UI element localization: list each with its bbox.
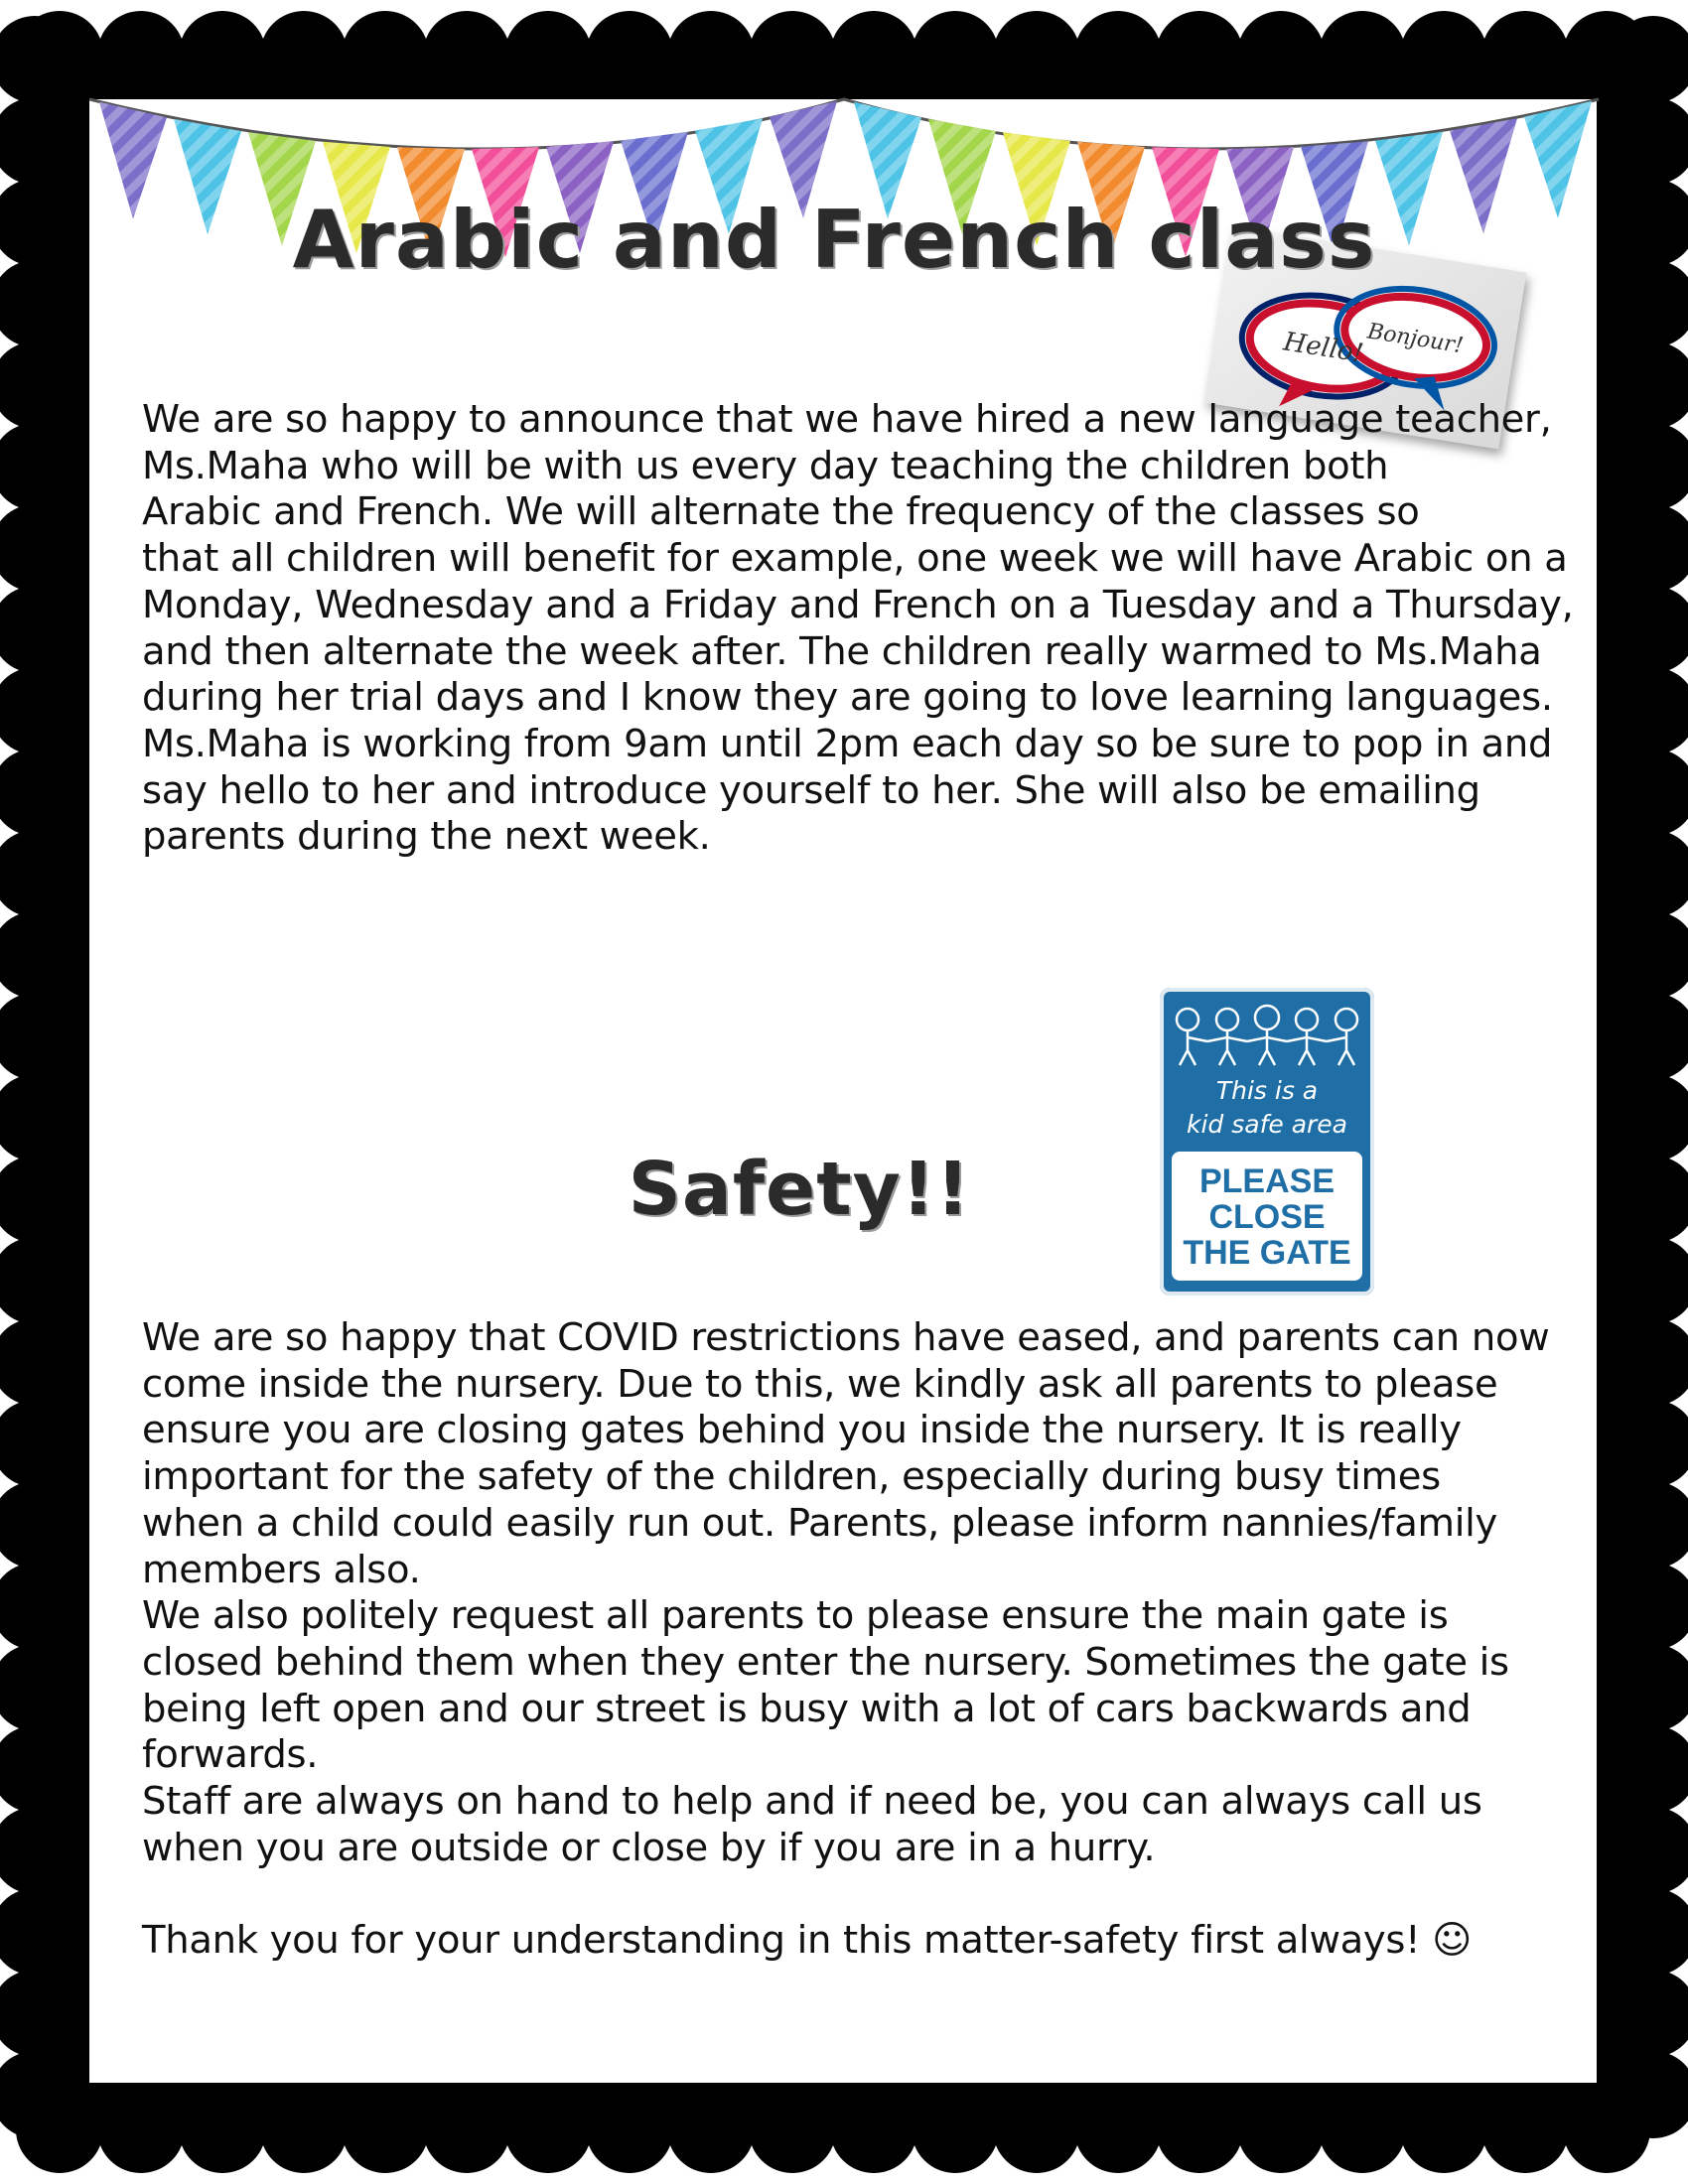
safety-title: Safety!! [628, 1147, 971, 1232]
language-paragraph-line: and then alternate the week after. The children really warmed to Ms.Maha [142, 628, 1542, 674]
language-paragraph-line: Ms.Maha who will be with us every day teaching the children both [142, 443, 1389, 488]
language-paragraph-line: Monday, Wednesday and a Friday and French on a Tuesday and a Thursday, [142, 582, 1574, 627]
children-holding-hands-icon [1160, 996, 1374, 1075]
safety-paragraph-line: closed behind them when they enter the nursery. Sometimes the gate is [142, 1639, 1509, 1685]
safety-paragraph-line: Thank you for your understanding in this matter-safety first always! ☺ [142, 1918, 1473, 1964]
safety-paragraph-line [142, 1871, 1592, 1918]
sign-line-2: kid safe area [1186, 1110, 1347, 1139]
safety-paragraph-line: We also politely request all parents to please ensure the main gate is [142, 1593, 1449, 1639]
bonjour-text: Bonjour! [1365, 319, 1466, 359]
safety-paragraph [142, 1315, 1592, 1965]
sign-line-1: This is a [1215, 1076, 1319, 1105]
language-class-paragraph [142, 397, 1592, 861]
safety-paragraph-line: We are so happy that COVID restrictions have eased, and parents can now [142, 1315, 1550, 1360]
safety-paragraph-line: when a child could easily run out. Parents, please inform nannies/family [142, 1500, 1498, 1546]
sign-line-3: PLEASE [1198, 1162, 1336, 1200]
sign-line-4: CLOSE [1208, 1198, 1326, 1236]
sign-line-5: THE GATE [1183, 1234, 1351, 1272]
language-paragraph-line: during her trial days and I know they are going to love learning languages. [142, 675, 1553, 721]
hello-text: Hello! [1281, 327, 1366, 369]
safety-paragraph-line: come inside the nursery. Due to this, we kindly ask all parents to please [142, 1361, 1498, 1407]
language-class-title: Arabic and French class [292, 194, 1376, 286]
safety-paragraph-line: forwards. [142, 1732, 319, 1778]
language-paragraph-line: that all children will benefit for example, one week we will have Arabic on a [142, 536, 1568, 582]
safety-paragraph-line: being left open and our street is busy with a lot of cars backwards and [142, 1686, 1472, 1731]
safety-paragraph-line: ensure you are closing gates behind you inside the nursery. It is really [142, 1408, 1462, 1453]
language-paragraph-line: parents during the next week. [142, 814, 711, 860]
language-paragraph-line: Arabic and French. We will alternate the frequency of the classes so [142, 489, 1420, 535]
gate-sign-image [1160, 988, 1374, 1296]
language-paragraph-line: Ms.Maha is working from 9am until 2pm each day so be sure to pop in and [142, 721, 1553, 766]
language-paragraph-line: We are so happy to announce that we have hired a new language teacher, [142, 397, 1552, 442]
safety-paragraph-line: members also. [142, 1547, 421, 1592]
safety-paragraph-line: important for the safety of the children, especially during busy times [142, 1454, 1441, 1500]
safety-paragraph-line: Staff are always on hand to help and if need be, you can always call us [142, 1779, 1482, 1825]
language-paragraph-line: say hello to her and introduce yourself to her. She will also be emailing [142, 767, 1480, 813]
sign-notice-box [1172, 1152, 1362, 1281]
safety-paragraph-line: when you are outside or close by if you are in a hurry. [142, 1825, 1156, 1870]
